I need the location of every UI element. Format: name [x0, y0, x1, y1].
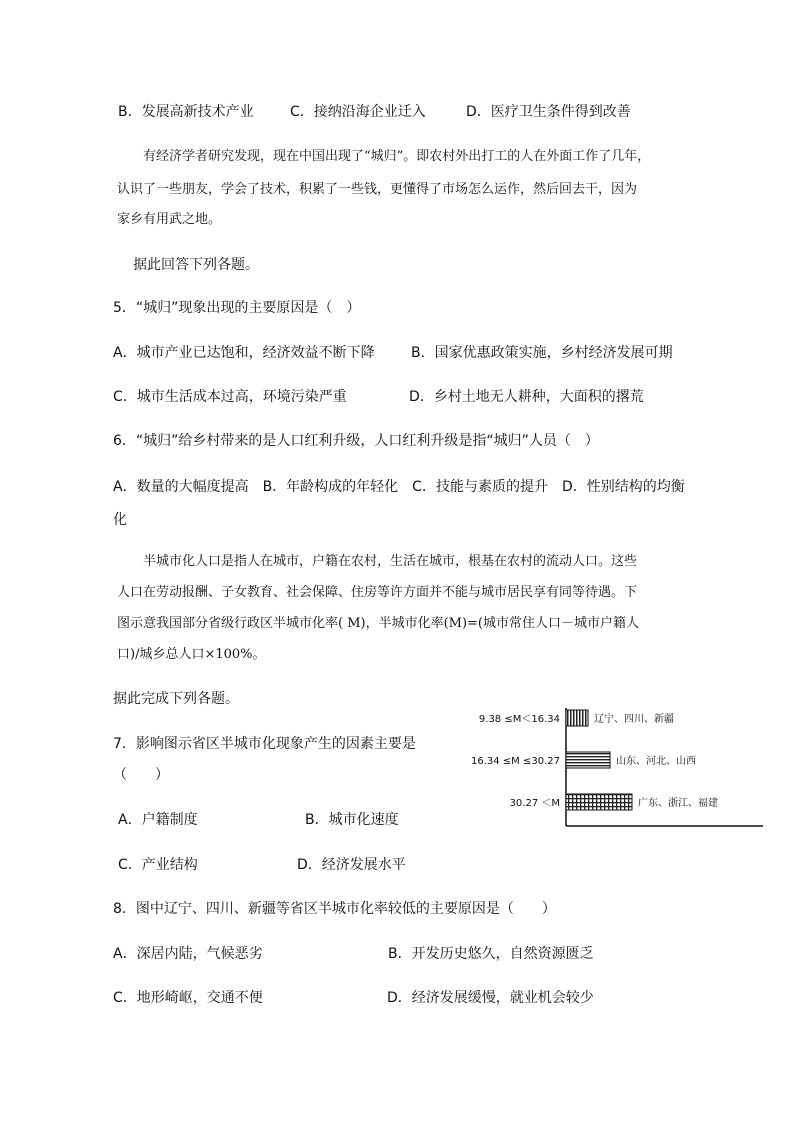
q6-stem: 6．“城归”给乡村带来的是人口红利升级，人口红利升级是指“城归”人员（ ） — [113, 433, 599, 449]
prompt2: 据此完成下列各题。 — [113, 691, 239, 707]
chart-bar — [566, 794, 632, 810]
q5-option-c: C．城市生活成本过高，环境污染严重 — [113, 389, 347, 405]
q6-options-wrap: 化 — [113, 512, 127, 528]
q8-option-d: D．经济发展缓慢，就业机会较少 — [387, 990, 594, 1006]
passage2-line3: 图示意我国部分省级行政区半城市化率( M)，半城市化率(M)=(城市常住人口－城市户籍人 — [117, 616, 640, 631]
q5-option-b: B．国家优惠政策实施，乡村经济发展可期 — [411, 345, 673, 361]
q7-option-b: B．城市化速度 — [305, 812, 399, 828]
q4-option-d: D．医疗卫生条件得到改善 — [466, 104, 631, 120]
q6-options: A．数量的大幅度提高 B．年龄构成的年轻化 C．技能与素质的提升 D．性别结构的均衡 — [113, 479, 685, 495]
q8-stem: 8．图中辽宁、四川、新疆等省区半城市化率较低的主要原因是（ ） — [113, 901, 556, 917]
chart-category-label: 30.27 ＜M — [509, 798, 560, 809]
q4-option-c: C．接纳沿海企业迁入 — [290, 104, 426, 120]
q7-option-a: A．户籍制度 — [118, 812, 198, 828]
chart-bar-label: 山东、河北、山西 — [616, 756, 696, 767]
passage1-line2: 认识了一些朋友，学会了技术，积累了一些钱，更懂得了市场怎么运作，然后回去干，因为 — [117, 182, 638, 197]
chart-bar — [566, 752, 610, 768]
q8-option-a: A．深居内陆，气候恶劣 — [113, 946, 263, 962]
passage2-line1: 半城市化人口是指人在城市，户籍在农村，生活在城市，根基在农村的流动人口。这些 — [143, 554, 638, 569]
q7-paren: （ ） — [113, 767, 169, 783]
semi-urbanization-chart — [468, 702, 768, 842]
q4-option-b: B．发展高新技术产业 — [118, 104, 254, 120]
q8-option-c: C．地形崎岖，交通不便 — [113, 990, 263, 1006]
q8-option-b: B．开发历史悠久，自然资源匮乏 — [388, 946, 594, 962]
chart-category-label: 16.34 ≤M ≤30.27 — [471, 756, 560, 767]
passage2-line4: 口)/城乡总人口×100%。 — [117, 647, 266, 662]
chart-bar-label: 广东、浙江、福建 — [638, 798, 718, 809]
q7-option-d: D．经济发展水平 — [297, 857, 406, 873]
passage1-line1: 有经济学者研究发现，现在中国出现了“城归”。即农村外出打工的人在外面工作了几年， — [143, 149, 651, 164]
q5-stem: 5．“城归”现象出现的主要原因是（ ） — [113, 300, 361, 316]
chart-bar — [566, 710, 588, 726]
q5-option-a: A．城市产业已达饱和，经济效益不断下降 — [113, 345, 375, 361]
chart-bar-label: 辽宁、四川、新疆 — [594, 714, 674, 725]
q7-stem: 7．影响图示省区半城市化现象产生的因素主要是 — [113, 736, 416, 752]
prompt1: 据此回答下列各题。 — [133, 257, 259, 273]
passage1-line3: 家乡有用武之地。 — [117, 212, 222, 227]
chart-category-label: 9.38 ≤M＜16.34 — [478, 714, 560, 725]
q5-option-d: D．乡村土地无人耕种，大面积的撂荒 — [409, 389, 644, 405]
passage2-line2: 人口在劳动报酬、子女教育、社会保障、住房等许方面并不能与城市居民享有同等待遇。下 — [117, 585, 638, 600]
q7-option-c: C．产业结构 — [118, 857, 198, 873]
